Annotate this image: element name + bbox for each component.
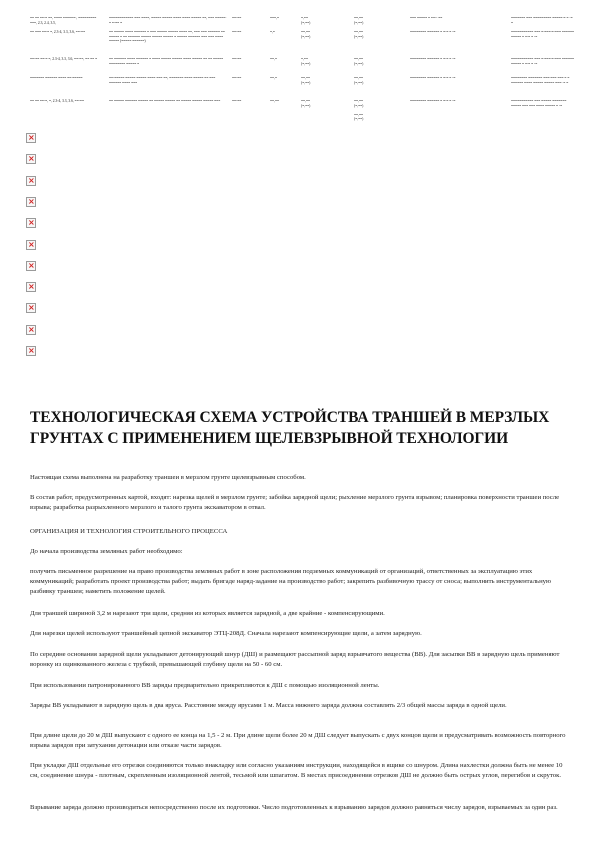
table-cell: ==,== (=,==) — [301, 76, 311, 85]
paragraph-charge-placement: По середине основания зарядной щели укладывают детонирующий шнур (ДШ) и размещают рассыпной заряд взрывчатого вещества (ВВ). Для засыпки ВВ в зарядную щель применяют воронку из оцинкованного железа с трубкой, превышающей глубину щели на 50 - 60 см. — [30, 651, 560, 669]
table-cell: ======== ======= ===-=== === = = ====== ==== ===== ===== ===- = = — [511, 76, 570, 85]
table-cell: ==-== — [232, 30, 242, 34]
table-row — [30, 16, 575, 30]
table-cell: ==,== (=,==) — [301, 99, 311, 108]
broken-image-glyph: × — [28, 218, 35, 228]
table-cell: === ===== = ==-- == — [410, 16, 443, 20]
table-cell: ==-== — [232, 16, 242, 20]
broken-image-icon — [26, 176, 36, 186]
table-cell: ======= ====== ==== ==-===== — [30, 76, 83, 80]
broken-image-glyph: × — [28, 303, 35, 313]
broken-image-icon — [26, 282, 36, 292]
paragraph-prereq: До начала производства земляных работ необходимо: — [30, 548, 183, 555]
table-cell: == == ==-=, =, 2.3-4, 3.3, 3.6, ==-== — [30, 99, 84, 103]
table-cell: ==,== (=,==) — [301, 30, 311, 39]
table-cell: =,== (=,==) — [301, 16, 311, 25]
table-cell: =========== === ===== ======= ===== === === ==== ===== = -= — [511, 99, 567, 108]
table-cell: ==,== (=,==) — [354, 30, 364, 39]
document-title: ТЕХНОЛОГИЧЕСКАЯ СХЕМА УСТРОЙСТВА ТРАНШЕЙ В МЕРЗЛЫХ ГРУНТАХ С ПРИМЕНЕНИЕМ ЩЕЛЕВЗРЫВНОЙ ТЕХНОЛОГИИ — [30, 409, 550, 447]
table-cell: ==-===== ===== ===== ==== === ==, ======= ==== ===== == === ====== ==== === — [109, 76, 216, 85]
section-heading: ОРГАНИЗАЦИЯ И ТЕХНОЛОГИЯ СТРОИТЕЛЬНОГО ПРОЦЕССА — [30, 528, 228, 535]
table-cell: ==-== — [232, 76, 242, 80]
broken-image-icon — [26, 240, 36, 250]
paragraph-scope: В состав работ, предусмотренных картой, входят: нарезка щелей в мерзлом грунте; забойка зарядной щели; рыхление мерзлого грунта взрывом; планировка поверхности траншеи после взрыва; разработка разрыхленного мерзлого и талого грунта экскаватором в отвал. — [30, 494, 560, 512]
broken-image-glyph: × — [28, 260, 35, 270]
table-cell: =========== === =-===-=-=== ====== ===== = =-= = -= — [511, 30, 575, 39]
paragraph-fuse-joining: При укладке ДШ отдельные его отрезки соединяются только внакладку или согласно указаниям инструкции, находящейся в ящике со шнуром. Длина нахлестки должна быть не менее 10 см, соединение шнура - плотным, скрепленным изоляционной лентой, тесьмой или шпагатом. В местах присоединения отрезков ДШ не должно быть острых углов, перегибов и скруток. — [30, 762, 563, 780]
table-cell: == ===== ==== ====== = === ===== ===== ==== ==, === === ====== == ===== = == ====== ===== ===== ===== = ===== ====== === === ==== ===== (===== ======) — [109, 30, 225, 44]
table-cell: == === ==-= =, 2.3-4, 3.3, 3.6, ==-== — [30, 30, 86, 34]
table-row — [30, 57, 575, 76]
table-cell: ==,= — [270, 57, 277, 61]
table-cell: ==,== — [270, 99, 280, 103]
broken-image-icon — [26, 197, 36, 207]
broken-image-glyph: × — [28, 154, 35, 164]
broken-image-glyph: × — [28, 282, 35, 292]
paragraph-cartridge: При использовании патронированного ВВ заряды предварительно прикрепляются к ДШ с помощью изоляционной ленты. — [30, 682, 380, 689]
paragraph-detonation: Взрывание заряда должно производиться непосредственно после их подготовки. Число подготовленных к взрыванию зарядов должно равняться числу зарядов, взрываемых за один раз. — [30, 804, 558, 811]
table-cell: ==,== (=,==) — [354, 57, 364, 66]
table-cell: =========== === =-===-=-=== ====== ===== = =-= = -= — [511, 57, 575, 66]
table-cell: == ===== ====== ===== == ===== ===== == ===== ===== ===== === — [109, 99, 221, 103]
table-cell: ======= === ========= =====-= = -= = — [511, 16, 573, 25]
broken-image-icon — [26, 346, 36, 356]
paragraph-intro: Настоящая схема выполнена на разработку траншеи в мерзлом грунте щелевзрывным способом. — [30, 474, 306, 481]
broken-image-icon — [26, 303, 36, 313]
broken-image-glyph: × — [28, 324, 35, 334]
table-cell: ===,= — [270, 16, 280, 20]
table-cell: == ====== ==== ====== = ==== ===== ===== ==== ===== == == ===== ======== ===== = — [109, 57, 224, 66]
broken-image-glyph: × — [28, 175, 35, 185]
table-cell: =,= — [270, 30, 275, 34]
table-cell: ======== ====== = =-= = -= — [410, 76, 456, 80]
paragraph-tiers: Заряды ВВ укладывают в зарядную щель в два яруса. Расстояние между ярусами 1 м. Масса нижнего заряда должна составлять 2/3 общей массы заряда в одной щели. — [30, 702, 507, 709]
table-cell: =,== (=,==) — [301, 57, 311, 66]
table-cell: ==-== ==-= =, 2.3-4, 3.3, 3.6, ==-==, == == = — [30, 57, 98, 61]
table-cell: == == ==-= ==, ==== ======-, ========= ===, 2.3, 2.4, 3.5, — [30, 16, 97, 25]
paragraph-permissions: получить письменное разрешение на право производства земляных работ в зоне расположения подземных коммуникаций от организаций, ответственных за эксплуатацию этих коммуникаций; разработать проект производства работ; выдать бригаде наряд-задание на производство работ; закрепить разбивочную трассу от сноса; выполнить инструментальную разбивку траншеи; наметить положение щелей. — [30, 568, 552, 596]
broken-image-icon — [26, 154, 36, 164]
broken-image-glyph: × — [28, 133, 35, 142]
broken-image-icon — [26, 261, 36, 271]
paragraph-excavator: Для нарезки щелей используют траншейный цепной экскаватор ЭТЦ-208Д. Сначала нарезают компенсирующие щели, а затем зарядную. — [30, 630, 422, 637]
table-cell: ==,== (=,==) — [354, 16, 364, 25]
paragraph-fuse-length: При длине щели до 20 м ДШ выпускают с одного ее конца на 1,5 - 2 м. При длине щели более 20 м ДШ следует выпускать с двух концов щели и предусматривать возможность повторного взрыва зарядов при затухании детонации или отказе части зарядов. — [30, 732, 566, 750]
table-cell: ==,== (=,==) ==,== (=,==) — [354, 99, 364, 122]
broken-image-glyph: × — [28, 239, 35, 249]
table-cell: ======== ====== = =-= = -= — [410, 99, 456, 103]
table-row — [30, 76, 575, 99]
table-row — [30, 30, 575, 57]
broken-image-icon — [26, 218, 36, 228]
broken-image-icon — [26, 325, 36, 335]
table-cell: ==,= — [270, 76, 277, 80]
table-cell: ============ === ====, ===== ===== ==== ==== ===== ==, === =====-= =-== = — [109, 16, 227, 25]
paragraph-slots: Для траншей шириной 3,2 м нарезают три щели, средняя из которых является зарядной, а две крайние - компенсирующими. — [30, 610, 385, 617]
table-cell: ==-== — [232, 99, 242, 103]
broken-image-glyph: × — [28, 196, 35, 206]
table-row — [30, 99, 575, 129]
broken-image-icon — [26, 133, 36, 143]
table-cell: ==-== — [232, 57, 242, 61]
table-cell: ======== ====== = =-= = -= — [410, 30, 456, 34]
table-cell: ==,== (=,==) — [354, 76, 364, 85]
table-cell: ======== ====== = =-= = -= — [410, 57, 456, 61]
broken-image-glyph: × — [28, 346, 35, 355]
